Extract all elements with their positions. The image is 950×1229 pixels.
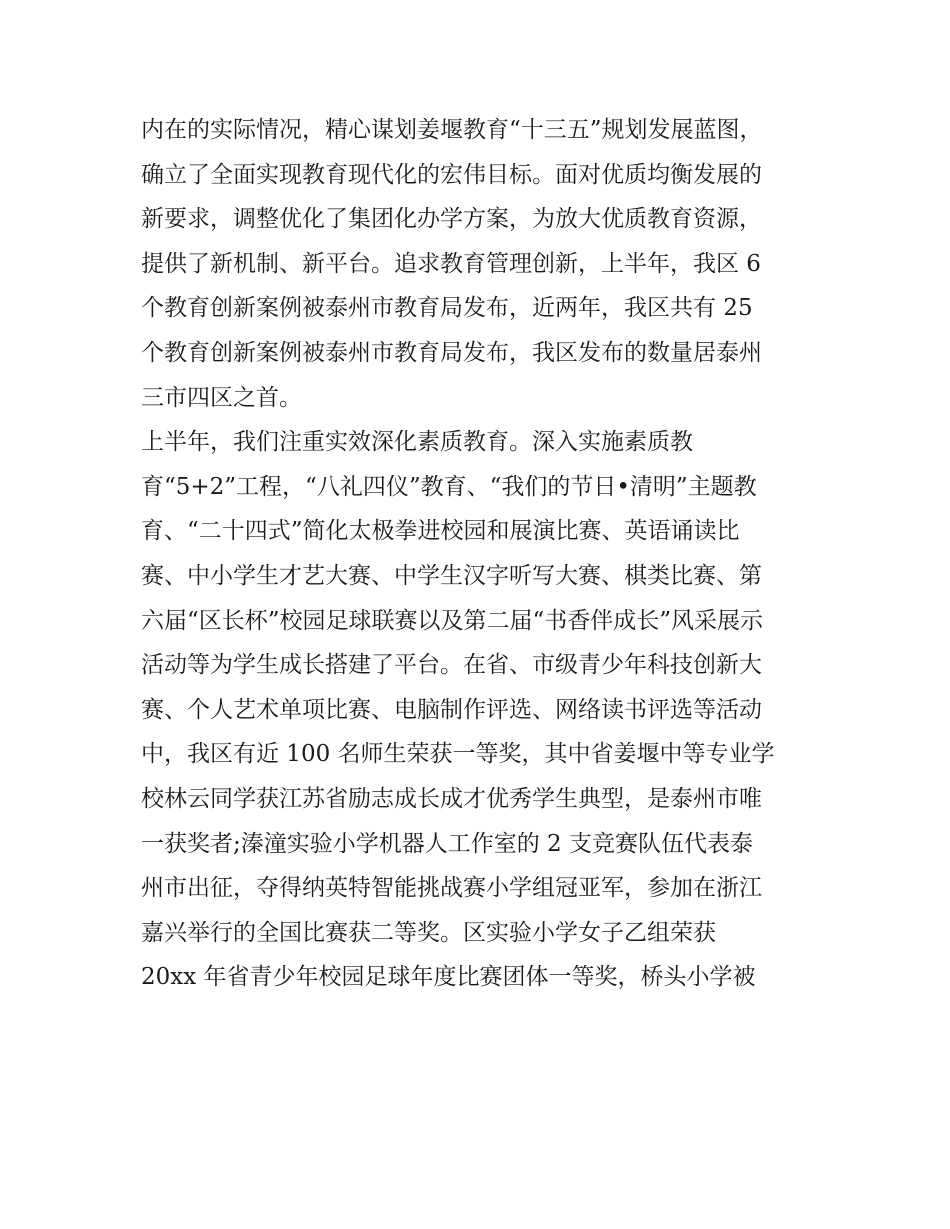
text-line: 育“5+2”工程，“八礼四仪”教育、“我们的节日•清明”主题教 bbox=[141, 473, 757, 500]
text-line: 确立了全面实现教育现代化的宏伟目标。面对优质均衡发展的 bbox=[141, 161, 762, 188]
text-line: 三市四区之首。 bbox=[141, 384, 302, 411]
text-line: 赛、中小学生才艺大赛、中学生汉字听写大赛、棋类比赛、第 bbox=[141, 562, 762, 589]
text-line: 中，我区有近 100 名师生荣获一等奖，其中省姜堰中等专业学 bbox=[141, 741, 775, 768]
text-line: 赛、个人艺术单项比赛、电脑制作评选、网络读书评选等活动 bbox=[141, 696, 762, 723]
text-line: 州市出征，夺得纳英特智能挑战赛小学组冠亚军，参加在浙江 bbox=[141, 875, 762, 902]
body-text bbox=[141, 108, 831, 1000]
text-line: 个教育创新案例被泰州市教育局发布，近两年，我区共有 25 bbox=[141, 295, 753, 322]
text-line: 提供了新机制、新平台。追求教育管理创新，上半年，我区 6 bbox=[141, 250, 761, 277]
text-line: 嘉兴举行的全国比赛获二等奖。区实验小学女子乙组荣获 bbox=[141, 919, 716, 946]
text-line: 个教育创新案例被泰州市教育局发布，我区发布的数量居泰州 bbox=[141, 339, 762, 366]
text-line: 新要求，调整优化了集团化办学方案，为放大优质教育资源， bbox=[141, 206, 762, 233]
text-line: 育、“二十四式”简化太极拳进校园和展演比赛、英语诵读比 bbox=[141, 518, 740, 545]
text-line: 活动等为学生成长搭建了平台。在省、市级青少年科技创新大 bbox=[141, 652, 762, 679]
text-line: 六届“区长杯”校园足球联赛以及第二届“书香伴成长”风采展示 bbox=[141, 607, 764, 634]
text-line: 上半年，我们注重实效深化素质教育。深入实施素质教 bbox=[141, 429, 693, 456]
text-line: 一获奖者;溱潼实验小学机器人工作室的 2 支竞赛队伍代表泰 bbox=[141, 830, 754, 857]
text-line: 内在的实际情况，精心谋划姜堰教育“十三五”规划发展蓝图， bbox=[141, 117, 763, 143]
text-line: 校林云同学获江苏省励志成长成才优秀学生典型，是泰州市唯 bbox=[141, 785, 762, 812]
text-line: 20xx 年省青少年校园足球年度比赛团体一等奖，桥头小学被 bbox=[141, 964, 756, 991]
